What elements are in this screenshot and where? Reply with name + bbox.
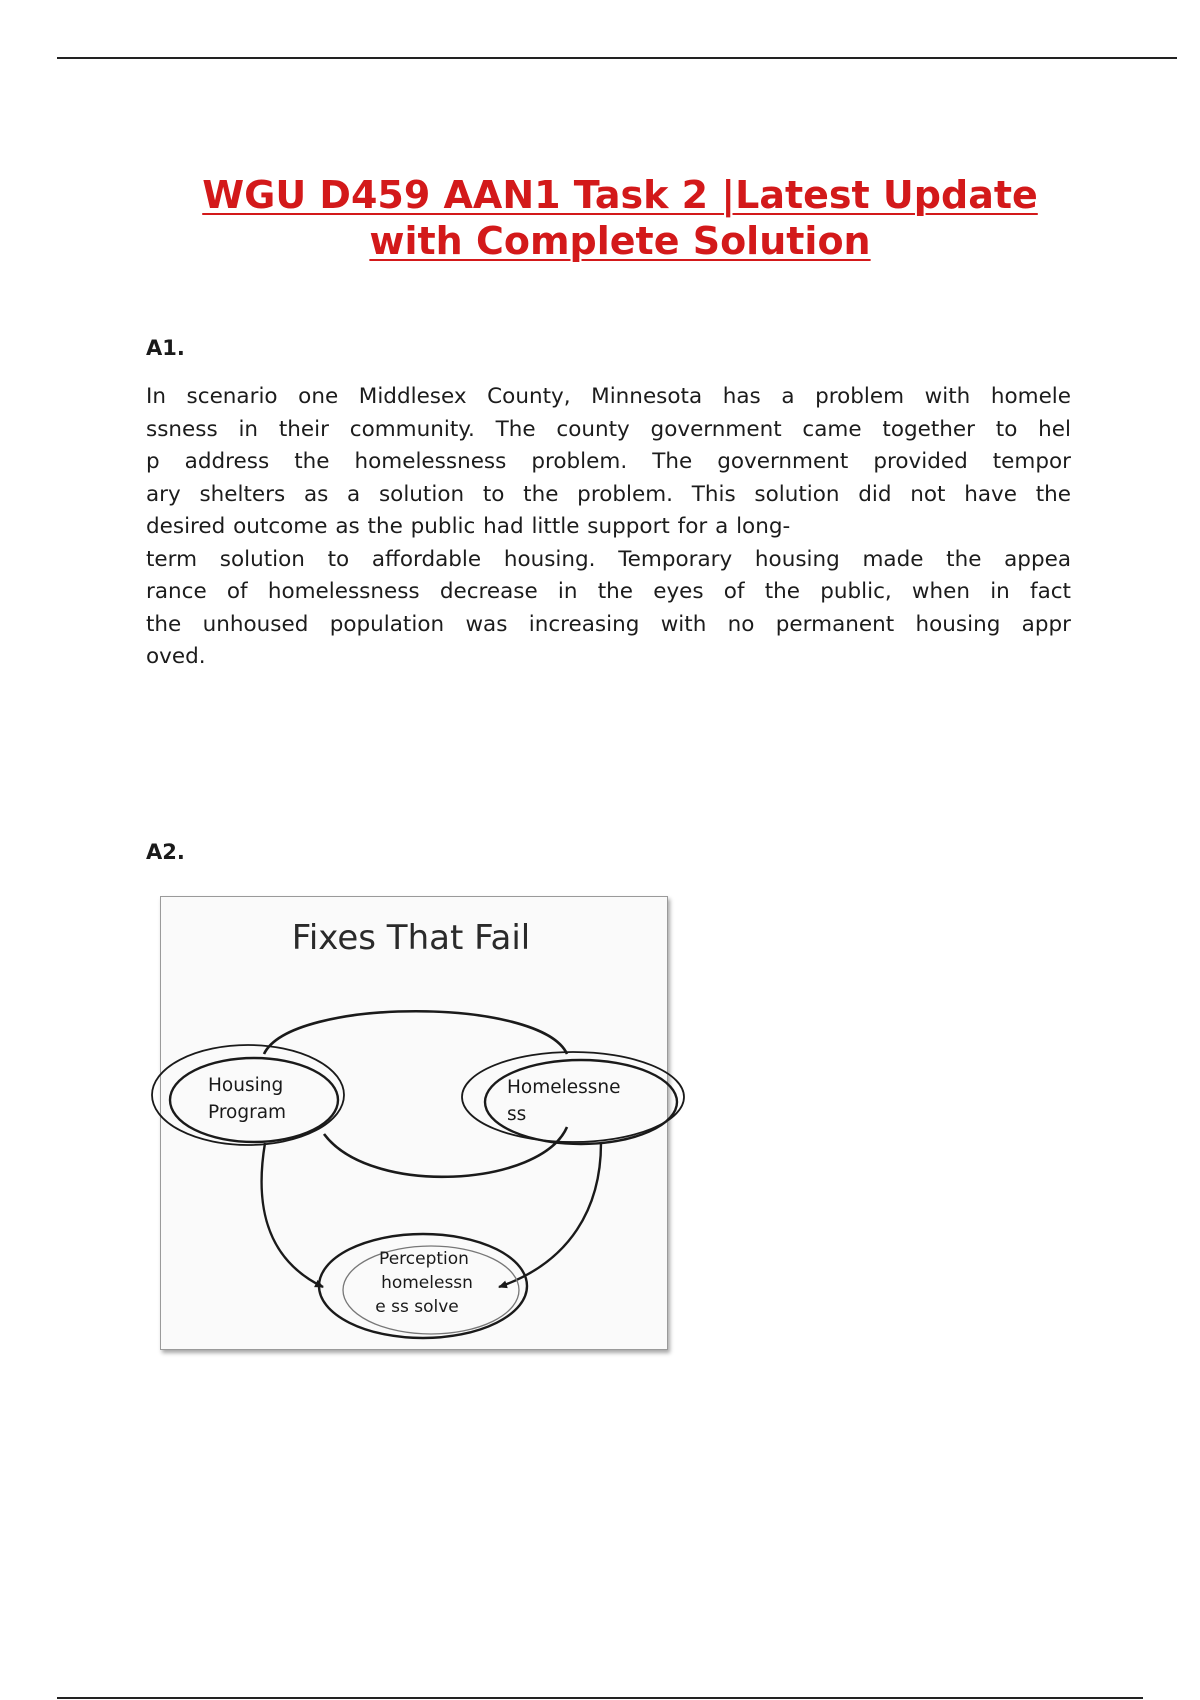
section-a1-heading: A1. xyxy=(146,336,185,360)
arc-homelessness-to-perception xyxy=(499,1143,601,1287)
perception-label-line1: Perception xyxy=(379,1249,469,1269)
paragraph-line: the unhoused population was increasing with no permanent housing appr xyxy=(146,611,1071,637)
loop-top-arc xyxy=(264,1011,567,1054)
homelessness-node-inner xyxy=(485,1060,677,1144)
housing-node-inner xyxy=(170,1058,338,1142)
homelessness-label-line2: ss xyxy=(507,1104,527,1125)
paragraph-line: p address the homelessness problem. The government provided tempor xyxy=(146,449,1071,474)
housing-label-line2: Program xyxy=(208,1102,287,1123)
title-line-2: with Complete Solution xyxy=(369,219,871,263)
diagram-title: Fixes That Fail xyxy=(291,918,531,958)
paragraph-line: rance of homelessness decrease in the eyes of the public, when in fact xyxy=(146,579,1071,604)
perception-label-line2: homelessn xyxy=(381,1273,473,1293)
perception-label-line3: e ss solve xyxy=(375,1297,459,1317)
homelessness-label-line1: Homelessne xyxy=(507,1077,621,1098)
housing-label-line1: Housing xyxy=(208,1075,284,1096)
diagram-canvas xyxy=(161,897,721,1357)
paragraph-line: term solution to affordable housing. Temporary housing made the appea xyxy=(146,546,1071,572)
arc-housing-to-perception xyxy=(262,1143,323,1287)
section-a2-heading: A2. xyxy=(146,840,185,864)
paragraph-line: In scenario one Middlesex County, Minnesota has a problem with homele xyxy=(146,384,1071,409)
paragraph-line: ssness in their community. The county government came together to hel xyxy=(146,416,1071,442)
top-rule xyxy=(57,57,1177,59)
loop-bottom-arc xyxy=(324,1127,567,1177)
document-title xyxy=(100,172,1140,264)
bottom-rule xyxy=(57,1697,1143,1699)
paragraph-line: desired outcome as the public had little support for a long- xyxy=(146,514,791,539)
fixes-that-fail-diagram xyxy=(160,896,668,1350)
paragraph-line: oved. xyxy=(146,644,206,669)
section-a1-paragraph xyxy=(146,381,1071,674)
title-line-1: WGU D459 AAN1 Task 2 |Latest Update xyxy=(202,173,1038,217)
paragraph-line: ary shelters as a solution to the problem. This solution did not have the xyxy=(146,481,1071,507)
